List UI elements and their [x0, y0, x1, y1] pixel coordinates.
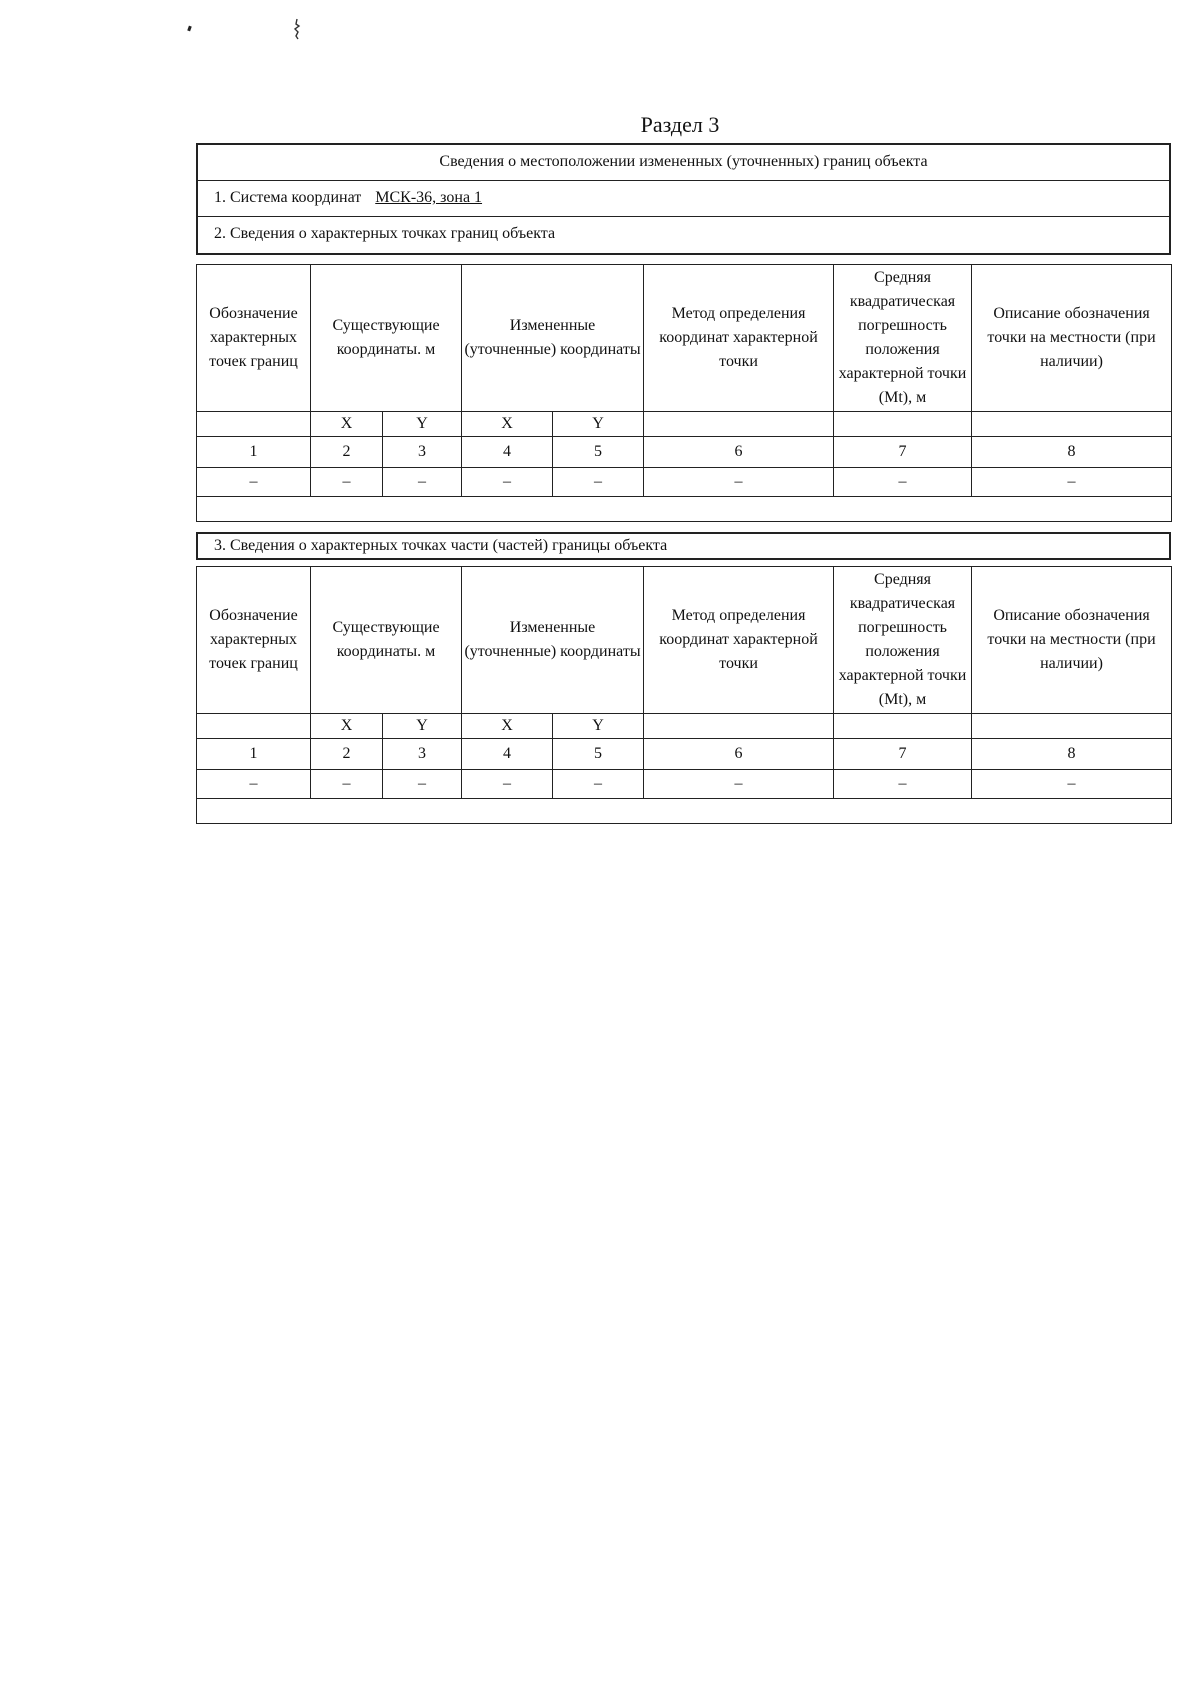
table-header-row	[197, 265, 1172, 412]
scan-speck	[187, 26, 192, 32]
table-row	[197, 468, 1172, 497]
points-heading: 2. Сведения о характерных точках границ объекта	[214, 225, 556, 242]
table-empty-row	[197, 497, 1172, 522]
header-x: X	[462, 412, 553, 437]
parts-heading: 3. Сведения о характерных точках части (частей) границы объекта	[196, 532, 1171, 560]
section-title: Раздел 3	[640, 112, 720, 137]
parts-points-table	[196, 566, 1172, 824]
table-cell	[197, 412, 311, 437]
column-number-row	[197, 437, 1172, 468]
points-table	[196, 264, 1172, 522]
table-cell: –	[462, 770, 553, 799]
header-error: Средняя квадратическая погрешность положения характерной точки (Mt), м	[834, 265, 972, 412]
header-x: X	[311, 412, 383, 437]
header-changed-coords: Измененные (уточненные) координаты	[462, 265, 644, 412]
column-number: 4	[462, 437, 553, 468]
column-number: 5	[553, 437, 644, 468]
coord-system-value: МСК-36, зона 1	[375, 189, 483, 206]
header-y: Y	[383, 412, 462, 437]
table-cell: –	[553, 468, 644, 497]
column-number: 3	[383, 739, 462, 770]
table-cell: –	[311, 770, 383, 799]
header-y: Y	[553, 412, 644, 437]
column-number: 6	[644, 739, 834, 770]
info-frame	[196, 143, 1171, 255]
column-number: 1	[197, 437, 311, 468]
table-cell: –	[972, 770, 1172, 799]
column-number: 7	[834, 437, 972, 468]
table-cell	[834, 412, 972, 437]
header-error: Средняя квадратическая погрешность положения характерной точки (Mt), м	[834, 567, 972, 714]
table-xy-row	[197, 714, 1172, 739]
table-cell: –	[383, 468, 462, 497]
column-number: 4	[462, 739, 553, 770]
column-number: 7	[834, 739, 972, 770]
column-number: 5	[553, 739, 644, 770]
header-description: Описание обозначения точки на местности (при наличии)	[972, 265, 1172, 412]
table-cell	[197, 799, 1172, 824]
table-cell	[972, 412, 1172, 437]
header-description: Описание обозначения точки на местности (при наличии)	[972, 567, 1172, 714]
table-cell: –	[553, 770, 644, 799]
table-cell: –	[383, 770, 462, 799]
table-cell	[834, 714, 972, 739]
scan-stamp-mark	[292, 18, 302, 40]
table-cell	[644, 714, 834, 739]
table-cell	[644, 412, 834, 437]
table-cell	[197, 497, 1172, 522]
column-number: 2	[311, 739, 383, 770]
header-method: Метод определения координат характерной точки	[644, 265, 834, 412]
column-number: 8	[972, 437, 1172, 468]
column-number: 3	[383, 437, 462, 468]
table-cell	[197, 714, 311, 739]
table-cell	[972, 714, 1172, 739]
header-point-id: Обозначение характерных точек границ	[197, 567, 311, 714]
table-cell: –	[197, 770, 311, 799]
table-cell: –	[197, 468, 311, 497]
coord-system-label: 1. Система координат	[214, 189, 362, 206]
table-empty-row	[197, 799, 1172, 824]
table-cell: –	[972, 468, 1172, 497]
header-existing-coords: Существующие координаты. м	[311, 265, 462, 412]
table-cell: –	[834, 770, 972, 799]
column-number: 2	[311, 437, 383, 468]
coord-system-row	[198, 181, 1169, 217]
header-method: Метод определения координат характерной точки	[644, 567, 834, 714]
table-xy-row	[197, 412, 1172, 437]
header-changed-coords: Измененные (уточненные) координаты	[462, 567, 644, 714]
table-cell: –	[462, 468, 553, 497]
block-heading: Сведения о местоположении измененных (уточненных) границ объекта	[198, 145, 1169, 181]
table-cell: –	[644, 770, 834, 799]
header-x: X	[311, 714, 383, 739]
table-cell: –	[834, 468, 972, 497]
header-y: Y	[383, 714, 462, 739]
column-number: 6	[644, 437, 834, 468]
column-number: 1	[197, 739, 311, 770]
header-existing-coords: Существующие координаты. м	[311, 567, 462, 714]
column-number-row	[197, 739, 1172, 770]
header-x: X	[462, 714, 553, 739]
table-header-row	[197, 567, 1172, 714]
table-row	[197, 770, 1172, 799]
table-cell: –	[311, 468, 383, 497]
table-cell: –	[644, 468, 834, 497]
header-y: Y	[553, 714, 644, 739]
header-point-id: Обозначение характерных точек границ	[197, 265, 311, 412]
column-number: 8	[972, 739, 1172, 770]
